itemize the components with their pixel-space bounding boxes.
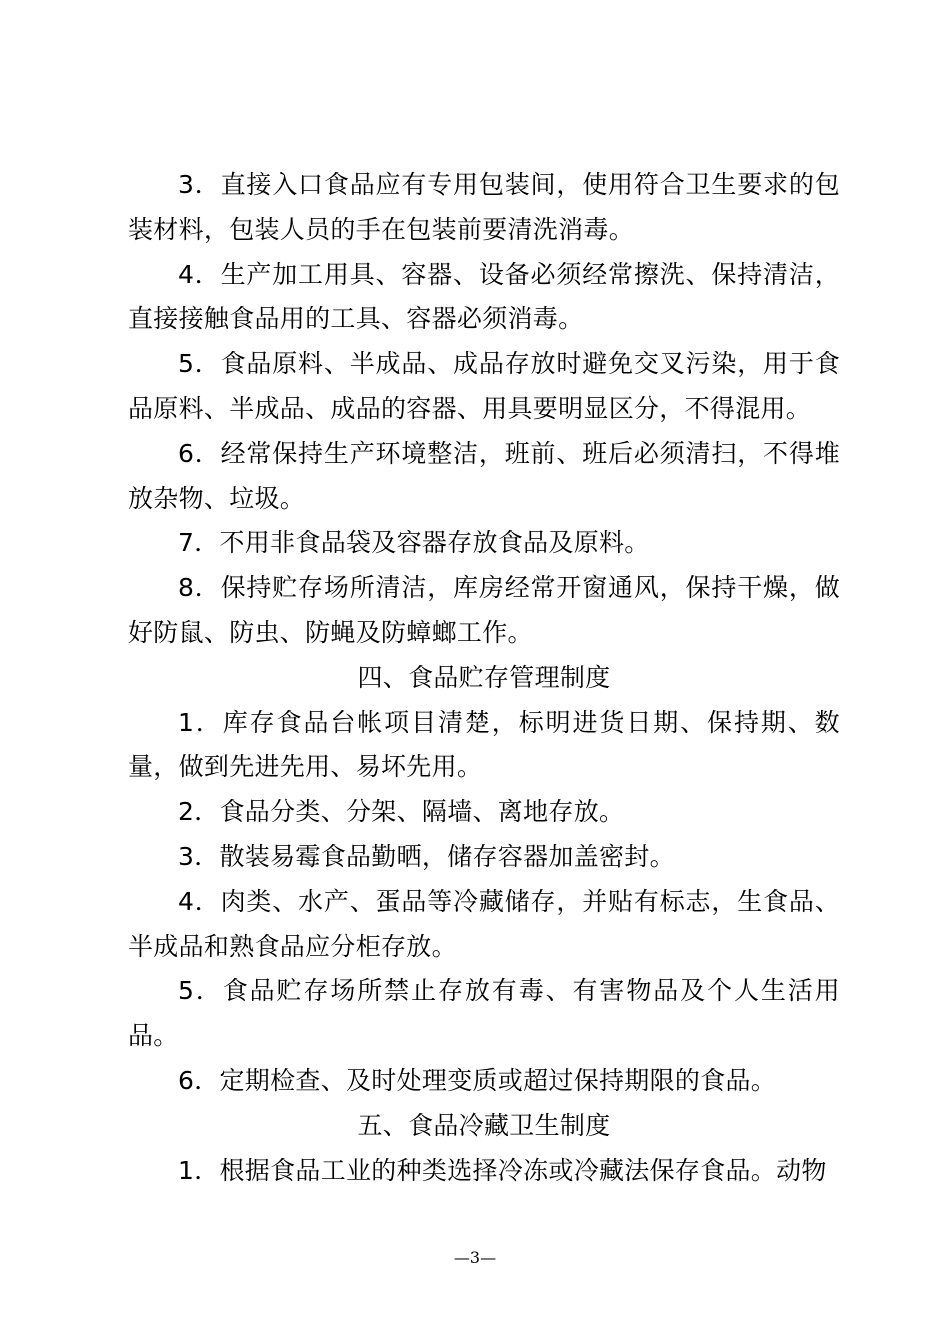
paragraph-item-6-environment: 6．经常保持生产环境整洁，班前、班后必须清扫，不得堆放杂物、垃圾。 bbox=[128, 438, 840, 513]
document-body bbox=[128, 163, 840, 1193]
paragraph-refrigeration-item-1: 1．根据食品工业的种类选择冷冻或冷藏法保存食品。动物 bbox=[178, 1155, 827, 1185]
paragraph-storage-item-4: 4．肉类、水产、蛋品等冷藏储存，并贴有标志，生食品、半成品和熟食品应分柜存放。 bbox=[128, 886, 840, 961]
paragraph-storage-item-5: 5．食品贮存场所禁止存放有毒、有害物品及个人生活用品。 bbox=[128, 976, 840, 1051]
paragraph-storage-item-2: 2．食品分类、分架、隔墙、离地存放。 bbox=[178, 797, 625, 827]
section-heading-storage: 四、食品贮存管理制度 bbox=[357, 662, 611, 692]
paragraph-item-3-packaging: 3．直接入口食品应有专用包装间，使用符合卫生要求的包装材料，包装人员的手在包装前要清洗消毒。 bbox=[128, 170, 840, 244]
paragraph-storage-item-3: 3．散装易霉食品勤晒，储存容器加盖密封。 bbox=[178, 841, 675, 871]
paragraph-storage-item-6: 6．定期检查、及时处理变质或超过保持期限的食品。 bbox=[178, 1065, 777, 1095]
page-number: —3— bbox=[453, 1248, 497, 1267]
paragraph-item-8-storage-site: 8．保持贮存场所清洁，库房经常开窗通风，保持干燥，做好防鼠、防虫、防蝇及防蟑螂工作。 bbox=[128, 573, 840, 647]
paragraph-storage-item-1: 1．库存食品台帐项目清楚，标明进货日期、保持期、数量，做到先进先用、易坏先用。 bbox=[128, 707, 840, 782]
section-heading-refrigeration: 五、食品冷藏卫生制度 bbox=[357, 1110, 611, 1140]
paragraph-item-7-containers: 7．不用非食品袋及容器存放食品及原料。 bbox=[178, 528, 650, 558]
paragraph-item-5-cross-contamination: 5．食品原料、半成品、成品存放时避免交叉污染，用于食品原料、半成品、成品的容器、用具要明显区分，不得混用。 bbox=[128, 349, 840, 423]
paragraph-item-4-utensils: 4．生产加工用具、容器、设备必须经常擦洗、保持清洁，直接接触食品用的工具、容器必须消毒。 bbox=[128, 259, 840, 334]
